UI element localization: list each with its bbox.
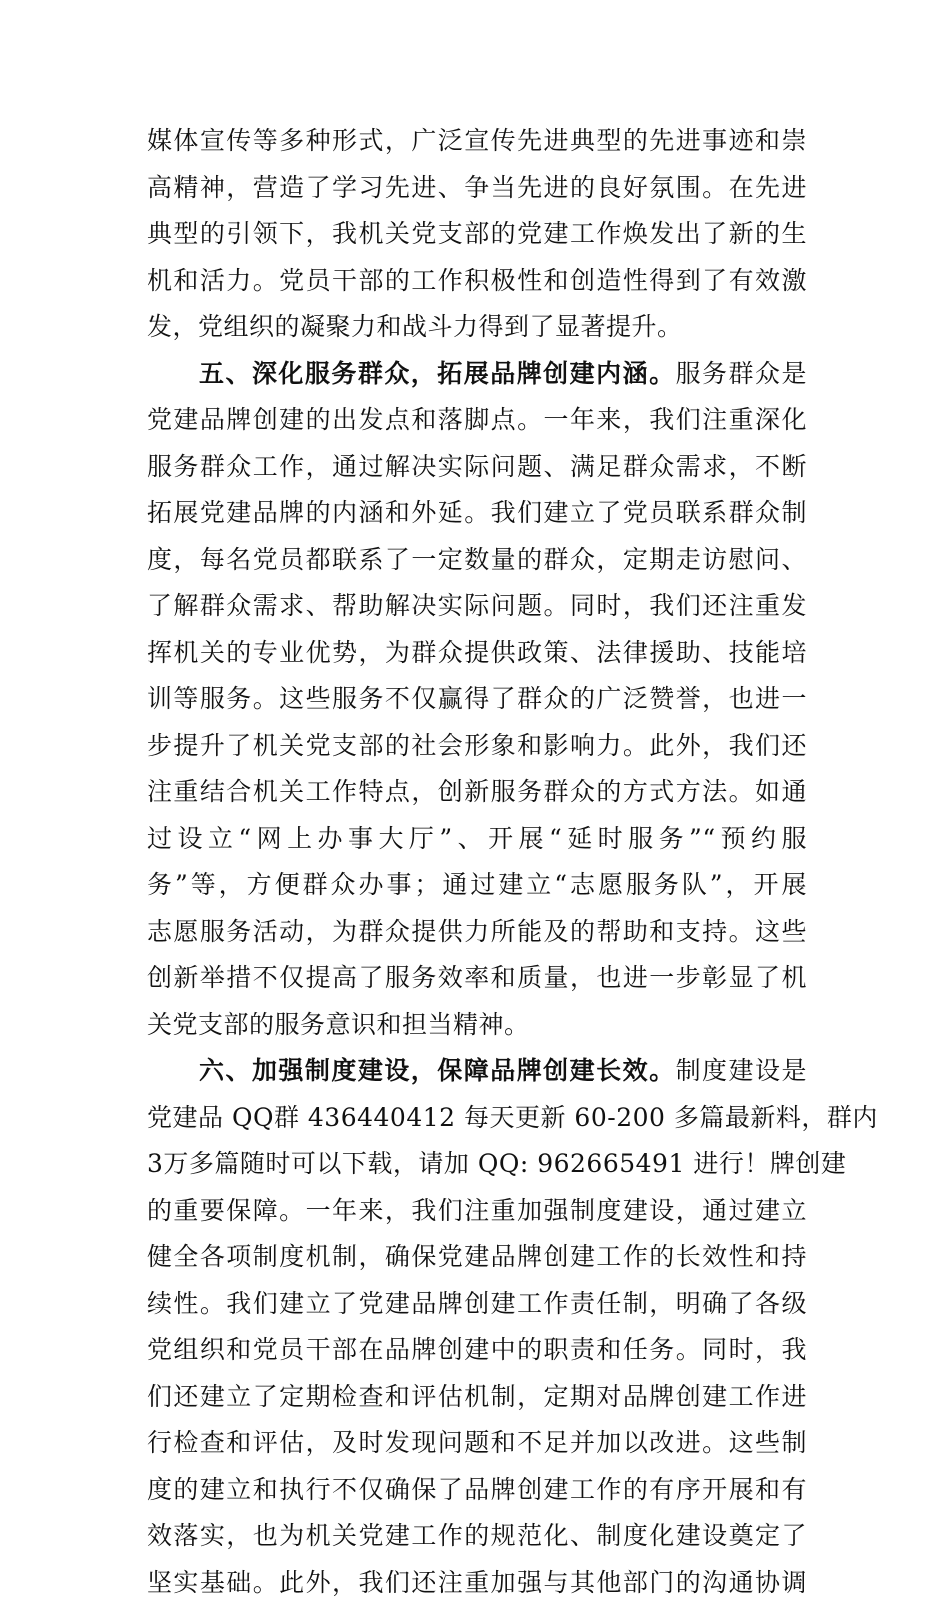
document-body — [147, 118, 807, 1606]
paragraph-system-building — [147, 1048, 807, 1606]
text-line: 媒体宣传等多种形式，广泛宣传先进典型的先进事迹和崇 — [147, 118, 807, 165]
text-line: 创新举措不仅提高了服务效率和质量，也进一步彰显了机 — [147, 955, 807, 1002]
text-line: 党建品 QQ群 436440412 每天更新 60-200 多篇最新料，群内 — [147, 1095, 807, 1142]
text-line: 党建品牌创建的出发点和落脚点。一年来，我们注重深化 — [147, 397, 807, 444]
text-line: 效落实，也为机关党建工作的规范化、制度化建设奠定了 — [147, 1513, 807, 1560]
text-line: 务”等，方便群众办事；通过建立“志愿服务队”，开展 — [147, 862, 807, 909]
text-line: 们还建立了定期检查和评估机制，定期对品牌创建工作进 — [147, 1374, 807, 1421]
text-line: 高精神，营造了学习先进、争当先进的良好氛围。在先进 — [147, 165, 807, 212]
text-line: 典型的引领下，我机关党支部的党建工作焕发出了新的生 — [147, 211, 807, 258]
text-line: 的重要保障。一年来，我们注重加强制度建设，通过建立 — [147, 1188, 807, 1235]
section-heading-six: 六、加强制度建设，保障品牌创建长效。 — [199, 1056, 676, 1085]
text-line: 了解群众需求、帮助解决实际问题。同时，我们还注重发 — [147, 583, 807, 630]
text-line: 志愿服务活动，为群众提供力所能及的帮助和支持。这些 — [147, 909, 807, 956]
text-line: 度的建立和执行不仅确保了品牌创建工作的有序开展和有 — [147, 1467, 807, 1514]
text-line: 机和活力。党员干部的工作积极性和创造性得到了有效激 — [147, 258, 807, 305]
text-line: 注重结合机关工作特点，创新服务群众的方式方法。如通 — [147, 769, 807, 816]
text-line: 挥机关的专业优势，为群众提供政策、法律援助、技能培 — [147, 630, 807, 677]
text-line: 发，党组织的凝聚力和战斗力得到了显著提升。 — [147, 304, 807, 351]
text-line: 坚实基础。此外，我们还注重加强与其他部门的沟通协调 — [147, 1560, 807, 1606]
text-line: 服务群众工作，通过解决实际问题、满足群众需求，不断 — [147, 444, 807, 491]
text-line: 训等服务。这些服务不仅赢得了群众的广泛赞誉，也进一 — [147, 676, 807, 723]
section-heading-five: 五、深化服务群众，拓展品牌创建内涵。 — [199, 359, 676, 388]
text-line: 健全各项制度机制，确保党建品牌创建工作的长效性和持 — [147, 1234, 807, 1281]
text-line — [147, 351, 807, 398]
text-line: 关党支部的服务意识和担当精神。 — [147, 1002, 807, 1049]
paragraph-serve-masses — [147, 351, 807, 1049]
text-line: 行检查和评估，及时发现问题和不足并加以改进。这些制 — [147, 1420, 807, 1467]
text-line: 度，每名党员都联系了一定数量的群众，定期走访慰问、 — [147, 537, 807, 584]
text-line: 拓展党建品牌的内涵和外延。我们建立了党员联系群众制 — [147, 490, 807, 537]
text-segment: 制度建设是 — [676, 1056, 807, 1085]
text-line: 步提升了机关党支部的社会形象和影响力。此外，我们还 — [147, 723, 807, 770]
text-line: 过设立“网上办事大厅”、开展“延时服务”“预约服 — [147, 816, 807, 863]
text-line: 党组织和党员干部在品牌创建中的职责和任务。同时，我 — [147, 1327, 807, 1374]
text-line — [147, 1048, 807, 1095]
text-line: 3万多篇随时可以下载，请加 QQ: 962665491 进行！牌创建 — [147, 1141, 807, 1188]
text-segment: 服务群众是 — [676, 359, 807, 388]
paragraph-advanced-models — [147, 118, 807, 351]
text-line: 续性。我们建立了党建品牌创建工作责任制，明确了各级 — [147, 1281, 807, 1328]
